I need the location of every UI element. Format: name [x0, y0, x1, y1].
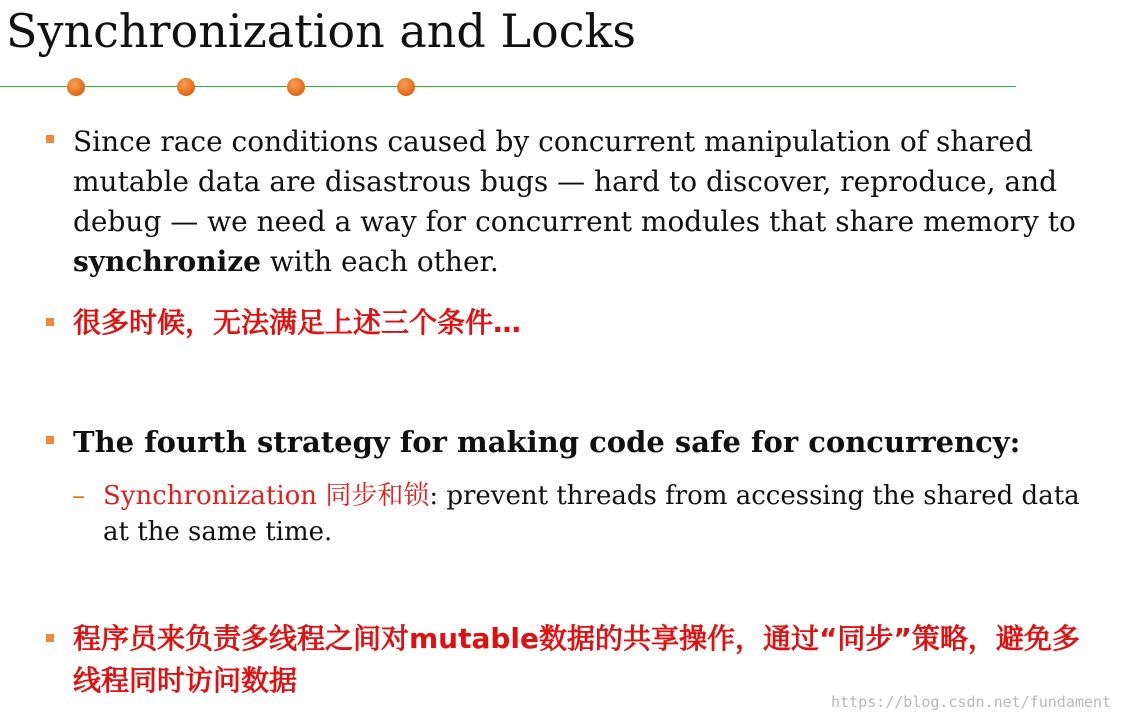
decorative-dot-2 [177, 78, 195, 96]
decorative-dot-1 [67, 78, 85, 96]
title-divider [0, 86, 1016, 87]
bullet-marker-4 [46, 634, 54, 642]
bullet-marker-1 [46, 135, 54, 143]
bullet-text-3: The fourth strategy for making code safe for concurrency: [73, 425, 1021, 459]
sub-bullet-red-text: Synchronization 同步和锁 [103, 481, 430, 511]
slide-title: Synchronization and Locks [6, 4, 636, 58]
sub-bullet-dash: – [72, 481, 85, 511]
bullet-text-1 [73, 122, 1103, 282]
decorative-dot-4 [397, 78, 415, 96]
watermark: https://blog.csdn.net/fundament [831, 693, 1111, 711]
bullet-1-bold-word: synchronize [73, 245, 261, 278]
bullet-1-text-after: with each other. [260, 245, 499, 278]
bullet-1-text-before: Since race conditions caused by concurrent manipulation of shared mutable data are disastrous bugs — hard to discover, reproduce, and debug — we need a way for concurrent modules that share memory to [73, 125, 1076, 238]
bullet-marker-2 [46, 318, 54, 326]
bullet-text-2: 很多时候，无法满足上述三个条件… [73, 306, 522, 339]
bullet-marker-3 [46, 436, 54, 444]
bullet-text-4: 程序员来负责多线程之间对mutable数据的共享操作，通过“同步”策略，避免多线程同时访问数据 [73, 622, 1080, 697]
sub-bullet-text [103, 478, 1103, 550]
decorative-dot-3 [287, 78, 305, 96]
sub-bullet-rest-text: : prevent threads from accessing the shared data at the same time. [103, 481, 1080, 547]
